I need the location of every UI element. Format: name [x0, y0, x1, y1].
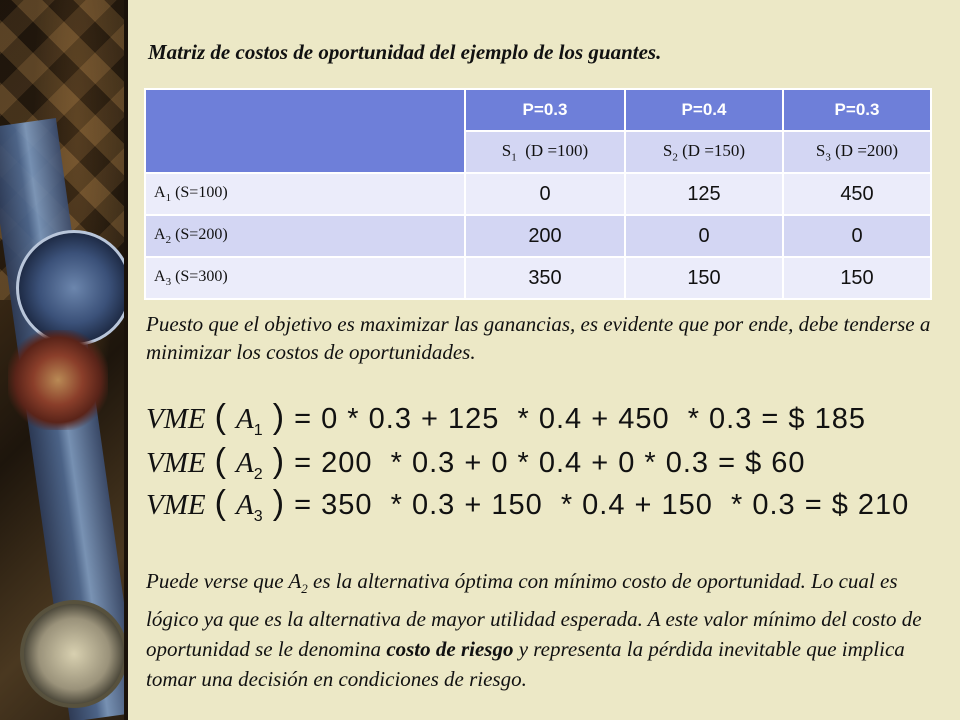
- cost-cell: 0: [465, 173, 625, 215]
- corner-cell: [145, 89, 465, 173]
- conclusion-paragraph: Puede verse que $A_2$ es la alternativa óptima con mínimo costo de oportunidad. Lo cual es lógico ya que es la alternativa de mayor utilidad esperada. A este valor mínimo del costo de oportunidad se le denomina costo de riesgo y representa la pérdida inevitable que implica tomar una decisión en condiciones de riesgo.: [146, 569, 922, 692]
- cost-cell: 0: [783, 215, 931, 257]
- cost-cell: 150: [625, 257, 783, 299]
- decorative-photo-strip: [0, 0, 128, 720]
- state-header: $S_2$ (D =150): [625, 131, 783, 173]
- compass-icon: [20, 600, 128, 708]
- vme-equation: VME ( $A_2$ ) = 200 * 0.3 + 0 * 0.4 + 0 * 0.3 = $ 60: [146, 442, 806, 483]
- cost-cell: 450: [783, 173, 931, 215]
- alternative-label: $A_3$ (S=300): [145, 257, 465, 299]
- cost-cell: 0: [625, 215, 783, 257]
- alternative-label: $A_2$ (S=200): [145, 215, 465, 257]
- state-header: $S_3$ (D =200): [783, 131, 931, 173]
- medal-cross-icon: [8, 330, 108, 430]
- cost-cell: 200: [465, 215, 625, 257]
- table-row: [145, 173, 931, 215]
- table-row: [145, 215, 931, 257]
- probability-header: P=0.4: [625, 89, 783, 131]
- cost-cell: 150: [783, 257, 931, 299]
- vme-equation: VME ( $A_3$ ) = 350 * 0.3 + 150 * 0.4 + 150 * 0.3 = $ 210: [146, 484, 910, 525]
- cost-cell: 350: [465, 257, 625, 299]
- cost-cell: 125: [625, 173, 783, 215]
- state-header: $S_1$ (D =100): [465, 131, 625, 173]
- opportunity-cost-matrix: [144, 88, 932, 300]
- table-row: [145, 257, 931, 299]
- vme-equation: VME ( $A_1$ ) = 0 * 0.3 + 125 * 0.4 + 450 * 0.3 = $ 185: [146, 398, 866, 439]
- objective-paragraph: Puesto que el objetivo es maximizar las ganancias, es evidente que por ende, debe tenderse a minimizar los costos de oportunidades.: [146, 312, 931, 364]
- probability-header: P=0.3: [465, 89, 625, 131]
- probability-header: P=0.3: [783, 89, 931, 131]
- alternative-label: $A_1$ (S=100): [145, 173, 465, 215]
- medal-rosette: [16, 230, 128, 346]
- risk-cost-term: costo de riesgo: [386, 637, 514, 662]
- probability-header-row: [145, 89, 931, 131]
- photo-edge: [124, 0, 128, 720]
- slide-title: Matriz de costos de oportunidad del ejemplo de los guantes.: [148, 40, 662, 64]
